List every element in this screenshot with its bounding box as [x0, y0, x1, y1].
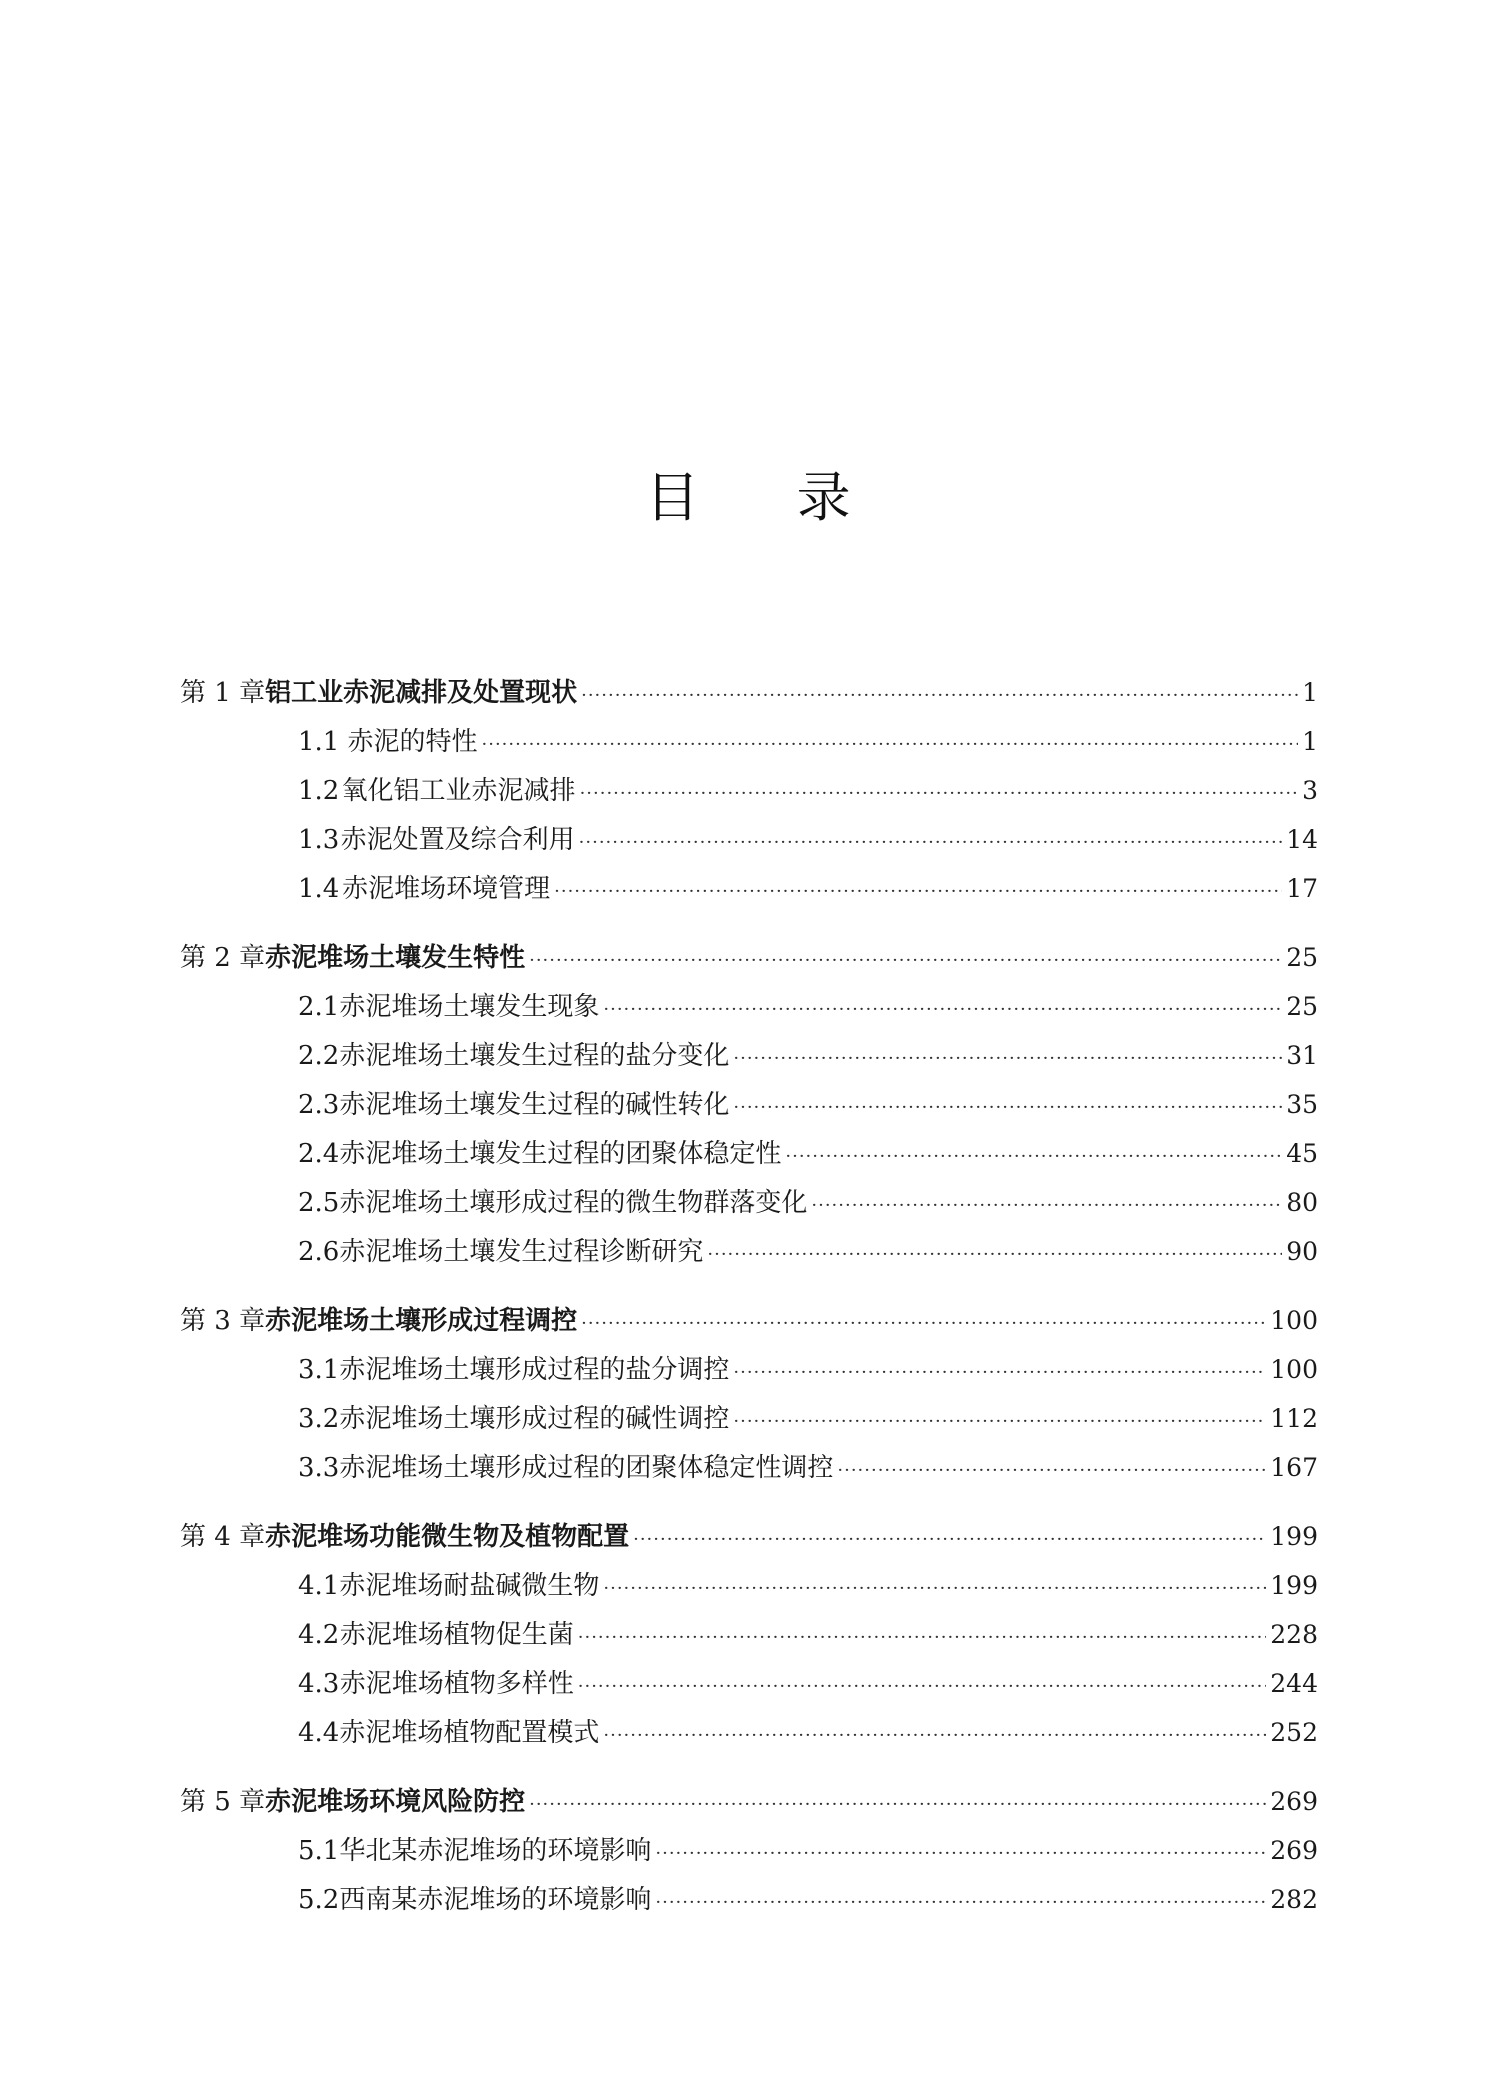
dot-leader — [529, 1780, 1266, 1829]
section-number: 2.2 — [298, 1041, 340, 1071]
toc-chapter-entry[interactable] — [180, 668, 1318, 717]
dot-leader — [733, 1348, 1266, 1397]
section-page-number: 252 — [1270, 1718, 1318, 1747]
section-page-number: 14 — [1286, 825, 1318, 854]
section-number: 5.2 — [298, 1885, 340, 1915]
dot-leader — [482, 720, 1299, 769]
dot-leader — [603, 1564, 1266, 1613]
section-title: 赤泥堆场土壤形成过程的碱性调控 — [339, 1404, 730, 1434]
toc-section-entry[interactable] — [180, 1561, 1318, 1610]
section-number: 4.4 — [298, 1718, 340, 1748]
section-page-number: 269 — [1270, 1836, 1318, 1865]
toc-section-entry[interactable] — [180, 815, 1318, 864]
toc-section-entry[interactable] — [180, 1875, 1318, 1924]
section-page-number: 244 — [1270, 1669, 1318, 1698]
toc-chapter-block — [180, 1296, 1318, 1492]
toc-section-entry[interactable] — [180, 1443, 1318, 1492]
dot-leader — [603, 1711, 1266, 1760]
section-title: 赤泥堆场耐盐碱微生物 — [339, 1571, 600, 1601]
section-number: 2.4 — [298, 1139, 340, 1169]
section-title: 西南某赤泥堆场的环境影响 — [339, 1885, 652, 1915]
chapter-title: 铝工业赤泥减排及处置现状 — [265, 678, 578, 708]
section-number: 4.2 — [298, 1620, 340, 1650]
toc-section-entry[interactable] — [180, 766, 1318, 815]
section-page-number: 3 — [1302, 776, 1318, 805]
section-number: 2.3 — [298, 1090, 340, 1120]
section-title: 赤泥堆场土壤发生过程的盐分变化 — [339, 1041, 730, 1071]
section-page-number: 167 — [1270, 1453, 1318, 1482]
section-number: 1.4 — [298, 874, 340, 904]
section-number: 3.1 — [298, 1355, 340, 1385]
toc-chapter-entry[interactable] — [180, 1512, 1318, 1561]
section-title: 赤泥的特性 — [347, 727, 478, 757]
toc-section-entry[interactable] — [180, 864, 1318, 913]
dot-leader — [578, 1613, 1267, 1662]
dot-leader — [733, 1397, 1266, 1446]
dot-leader — [554, 867, 1282, 916]
chapter-title: 赤泥堆场土壤形成过程调控 — [265, 1306, 578, 1336]
section-number: 2.6 — [298, 1237, 340, 1267]
dot-leader — [811, 1181, 1282, 1230]
section-page-number: 25 — [1286, 992, 1318, 1021]
toc-section-entry[interactable] — [180, 1708, 1318, 1757]
section-title: 赤泥处置及综合利用 — [340, 825, 575, 855]
section-page-number: 1 — [1302, 727, 1318, 756]
toc-section-entry[interactable] — [180, 1031, 1318, 1080]
dot-leader — [733, 1034, 1282, 1083]
dot-leader — [579, 818, 1283, 867]
toc-section-entry[interactable] — [180, 982, 1318, 1031]
dot-leader — [655, 1829, 1266, 1878]
section-page-number: 45 — [1286, 1139, 1318, 1168]
toc-chapter-block — [180, 1512, 1318, 1757]
section-page-number: 199 — [1270, 1571, 1318, 1600]
section-title: 赤泥堆场土壤发生过程诊断研究 — [339, 1237, 704, 1267]
section-number: 1.3 — [298, 825, 340, 855]
section-number: 2.1 — [298, 992, 340, 1022]
toc-chapter-block — [180, 933, 1318, 1276]
chapter-number: 第 4 章 — [180, 1522, 266, 1552]
toc-section-entry[interactable] — [180, 717, 1318, 766]
toc-section-entry[interactable] — [180, 1227, 1318, 1276]
section-page-number: 112 — [1270, 1404, 1318, 1433]
chapter-page-number: 199 — [1270, 1522, 1318, 1551]
chapter-number: 第 3 章 — [180, 1306, 266, 1336]
section-page-number: 35 — [1286, 1090, 1318, 1119]
section-number: 2.5 — [298, 1188, 340, 1218]
chapter-title: 赤泥堆场功能微生物及植物配置 — [265, 1522, 630, 1552]
chapter-page-number: 269 — [1270, 1787, 1318, 1816]
section-number: 1.1 — [298, 727, 340, 757]
dot-leader — [837, 1446, 1266, 1495]
chapter-title: 赤泥堆场土壤发生特性 — [265, 943, 526, 973]
toc-section-entry[interactable] — [180, 1826, 1318, 1875]
dot-leader — [655, 1878, 1266, 1927]
chapter-number: 第 5 章 — [180, 1787, 266, 1817]
chapter-page-number: 25 — [1286, 943, 1318, 972]
section-number: 3.3 — [298, 1453, 340, 1483]
section-title: 华北某赤泥堆场的环境影响 — [339, 1836, 652, 1866]
toc-chapter-entry[interactable] — [180, 1777, 1318, 1826]
section-page-number: 31 — [1286, 1041, 1318, 1070]
toc-section-entry[interactable] — [180, 1178, 1318, 1227]
toc-section-entry[interactable] — [180, 1659, 1318, 1708]
toc-chapter-block — [180, 668, 1318, 913]
section-number: 1.2 — [298, 776, 340, 806]
chapter-title: 赤泥堆场环境风险防控 — [265, 1787, 526, 1817]
dot-leader — [785, 1132, 1282, 1181]
section-title: 赤泥堆场植物多样性 — [339, 1669, 574, 1699]
section-title: 赤泥堆场土壤形成过程的微生物群落变化 — [339, 1188, 808, 1218]
chapter-number: 第 2 章 — [180, 943, 266, 973]
toc-section-entry[interactable] — [180, 1610, 1318, 1659]
section-number: 4.1 — [298, 1571, 340, 1601]
toc-chapter-entry[interactable] — [180, 1296, 1318, 1345]
toc-chapter-block — [180, 1777, 1318, 1924]
section-title: 赤泥堆场土壤形成过程的盐分调控 — [339, 1355, 730, 1385]
section-title: 赤泥堆场土壤发生现象 — [339, 992, 600, 1022]
section-title: 赤泥堆场土壤形成过程的团聚体稳定性调控 — [339, 1453, 834, 1483]
chapter-page-number: 100 — [1270, 1306, 1318, 1335]
table-of-contents — [180, 668, 1318, 1944]
dot-leader — [580, 769, 1299, 818]
section-page-number: 90 — [1286, 1237, 1318, 1266]
section-number: 5.1 — [298, 1836, 340, 1866]
toc-section-entry[interactable] — [180, 1129, 1318, 1178]
dot-leader — [578, 1662, 1267, 1711]
section-page-number: 228 — [1270, 1620, 1318, 1649]
section-title: 赤泥堆场植物配置模式 — [339, 1718, 600, 1748]
section-page-number: 100 — [1270, 1355, 1318, 1384]
section-number: 3.2 — [298, 1404, 340, 1434]
chapter-page-number: 1 — [1302, 678, 1318, 707]
toc-chapter-entry[interactable] — [180, 933, 1318, 982]
dot-leader — [733, 1083, 1282, 1132]
dot-leader — [529, 936, 1282, 985]
section-page-number: 282 — [1270, 1885, 1318, 1914]
dot-leader — [633, 1515, 1266, 1564]
toc-section-entry[interactable] — [180, 1080, 1318, 1129]
page-title: 目 录 — [645, 466, 891, 529]
section-number: 4.3 — [298, 1669, 340, 1699]
toc-section-entry[interactable] — [180, 1345, 1318, 1394]
section-title: 赤泥堆场环境管理 — [342, 874, 551, 904]
section-title: 赤泥堆场土壤发生过程的碱性转化 — [339, 1090, 730, 1120]
section-title: 赤泥堆场土壤发生过程的团聚体稳定性 — [339, 1139, 782, 1169]
dot-leader — [581, 1299, 1266, 1348]
dot-leader — [581, 671, 1298, 720]
toc-section-entry[interactable] — [180, 1394, 1318, 1443]
dot-leader — [603, 985, 1282, 1034]
section-page-number: 80 — [1286, 1188, 1318, 1217]
section-page-number: 17 — [1286, 874, 1318, 903]
chapter-number: 第 1 章 — [180, 678, 266, 708]
dot-leader — [707, 1230, 1282, 1279]
section-title: 氧化铝工业赤泥减排 — [341, 776, 576, 806]
section-title: 赤泥堆场植物促生菌 — [339, 1620, 574, 1650]
